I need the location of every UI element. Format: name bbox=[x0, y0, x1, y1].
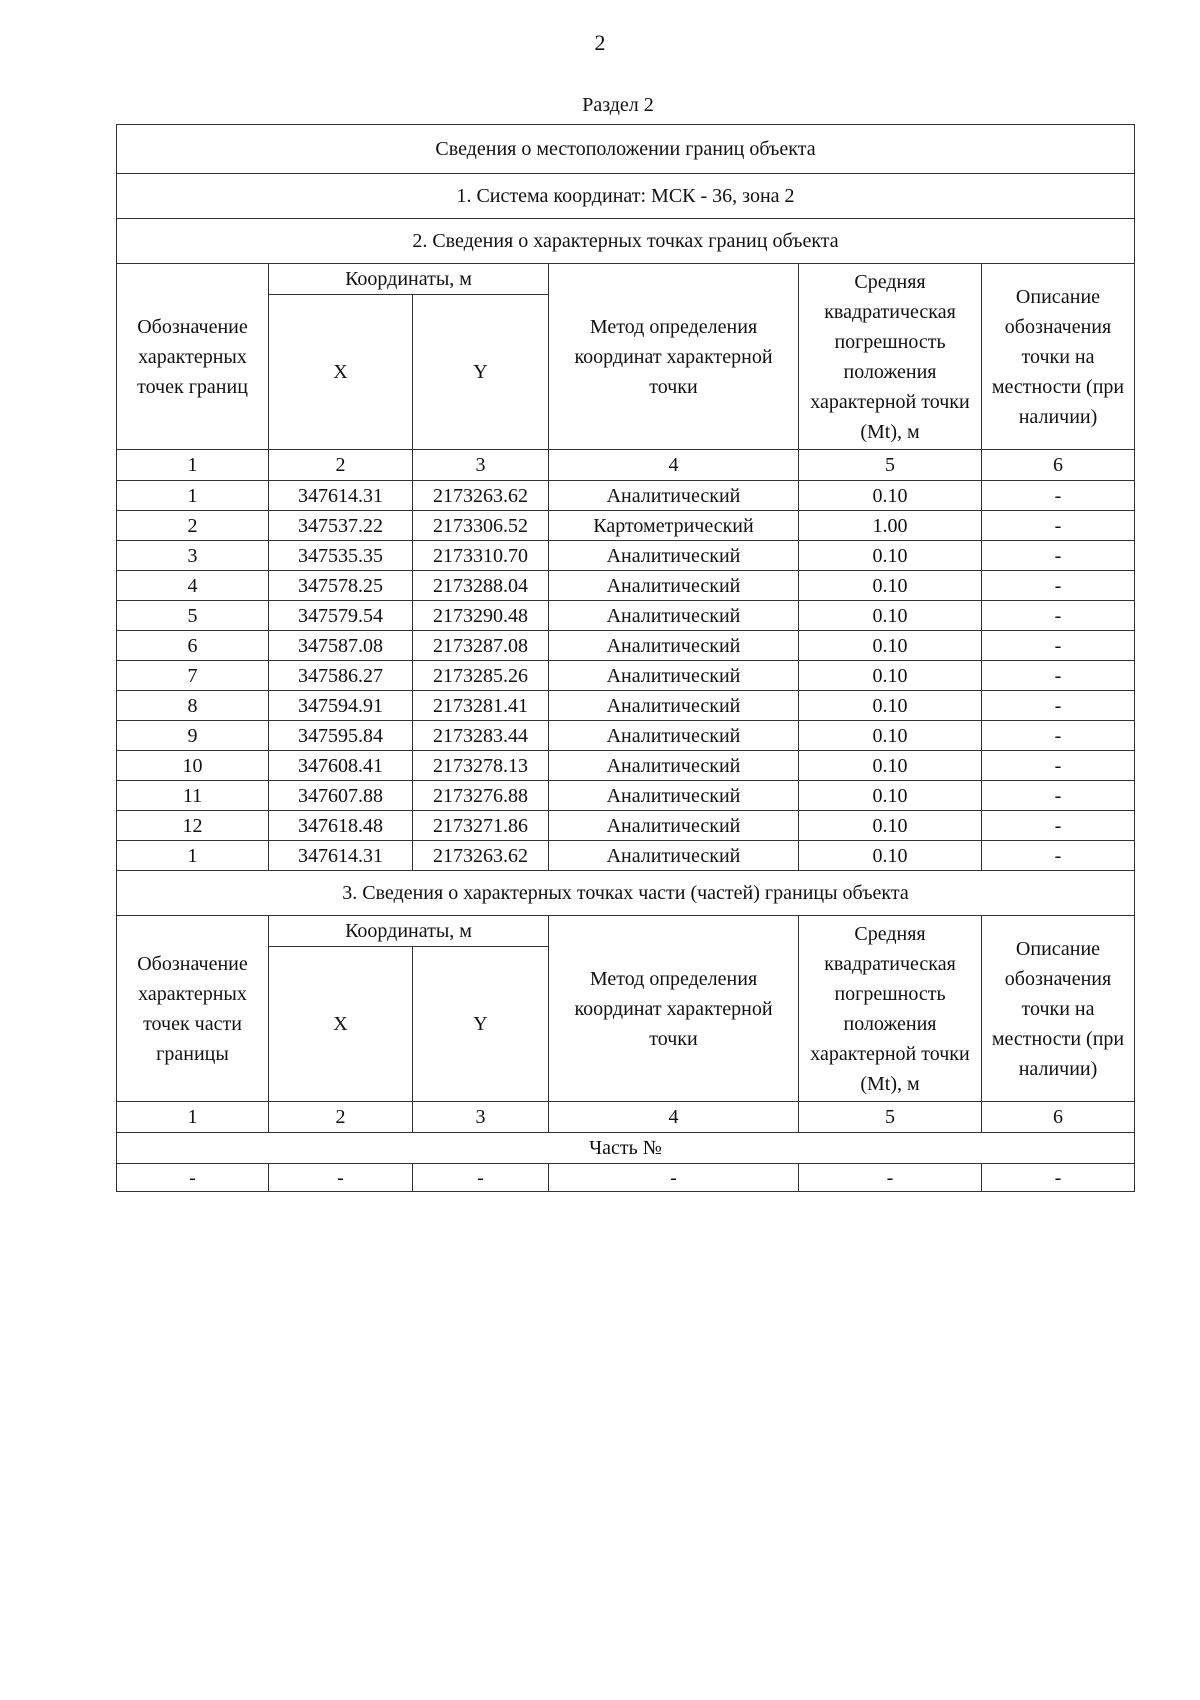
table-cell: 6 bbox=[117, 631, 269, 661]
table-cell: Аналитический bbox=[549, 631, 799, 661]
table-cell: 0.10 bbox=[799, 481, 982, 511]
table-cell: - bbox=[982, 751, 1135, 781]
table-cell: 0.10 bbox=[799, 781, 982, 811]
table-row bbox=[117, 751, 1135, 781]
table-cell: 347586.27 bbox=[269, 661, 413, 691]
table-cell: 2173263.62 bbox=[413, 841, 549, 871]
header-description: Описание обозначения точки на местности (при наличии) bbox=[982, 264, 1135, 450]
table-cell: 0.10 bbox=[799, 721, 982, 751]
table-cell: Аналитический bbox=[549, 721, 799, 751]
table-cell: 347595.84 bbox=[269, 721, 413, 751]
table-cell: Аналитический bbox=[549, 661, 799, 691]
table-cell: - bbox=[982, 541, 1135, 571]
table-cell: 2173278.13 bbox=[413, 751, 549, 781]
table-cell: Аналитический bbox=[549, 571, 799, 601]
table-row bbox=[117, 841, 1135, 871]
table-cell: - bbox=[269, 1164, 413, 1192]
header-x: X bbox=[269, 295, 413, 450]
table-cell: 7 bbox=[117, 661, 269, 691]
table-cell: - bbox=[982, 571, 1135, 601]
part-column-numbers-row bbox=[117, 1102, 1135, 1133]
part-header-point: Обозначение характерных точек части границы bbox=[117, 916, 269, 1102]
table-cell: - bbox=[549, 1164, 799, 1192]
table-cell: 2173310.70 bbox=[413, 541, 549, 571]
table-cell: Аналитический bbox=[549, 541, 799, 571]
header-coords: Координаты, м bbox=[269, 264, 549, 295]
table-cell: 1 bbox=[117, 841, 269, 871]
table-cell: 347578.25 bbox=[269, 571, 413, 601]
table-cell: Аналитический bbox=[549, 811, 799, 841]
column-number: 5 bbox=[799, 1102, 982, 1133]
table-cell: 2173276.88 bbox=[413, 781, 549, 811]
table-cell: 347618.48 bbox=[269, 811, 413, 841]
table-cell: Аналитический bbox=[549, 601, 799, 631]
table-cell: - bbox=[799, 1164, 982, 1192]
boundary-points-heading: 2. Сведения о характерных точках границ объекта bbox=[117, 219, 1135, 264]
part-header-method: Метод определения координат характерной точки bbox=[549, 916, 799, 1102]
table-cell: 347614.31 bbox=[269, 841, 413, 871]
table-cell: 2173288.04 bbox=[413, 571, 549, 601]
table-cell: 9 bbox=[117, 721, 269, 751]
table-row bbox=[117, 1164, 1135, 1192]
table-cell: - bbox=[117, 1164, 269, 1192]
table-cell: 347607.88 bbox=[269, 781, 413, 811]
table-cell: - bbox=[982, 661, 1135, 691]
header-method: Метод определения координат характерной точки bbox=[549, 264, 799, 450]
table-row bbox=[117, 631, 1135, 661]
table-row bbox=[117, 661, 1135, 691]
part-points-heading: 3. Сведения о характерных точках части (частей) границы объекта bbox=[117, 871, 1135, 916]
table-cell: 2173283.44 bbox=[413, 721, 549, 751]
part-header-x: X bbox=[269, 947, 413, 1102]
column-number: 6 bbox=[982, 1102, 1135, 1133]
table-cell: 2 bbox=[117, 511, 269, 541]
table-cell: Аналитический bbox=[549, 691, 799, 721]
table-cell: - bbox=[982, 1164, 1135, 1192]
table-cell: 347579.54 bbox=[269, 601, 413, 631]
table-cell: 347535.35 bbox=[269, 541, 413, 571]
table-cell: 10 bbox=[117, 751, 269, 781]
column-number: 4 bbox=[549, 450, 799, 481]
table-cell: 12 bbox=[117, 811, 269, 841]
page-number: 2 bbox=[594, 30, 606, 55]
table-cell: 2173263.62 bbox=[413, 481, 549, 511]
coord-system: 1. Система координат: МСК - 36, зона 2 bbox=[117, 174, 1135, 219]
table-row bbox=[117, 511, 1135, 541]
header-point: Обозначение характерных точек границ bbox=[117, 264, 269, 450]
part-label: Часть № bbox=[117, 1133, 1135, 1164]
table-cell: 5 bbox=[117, 601, 269, 631]
table-cell: 0.10 bbox=[799, 541, 982, 571]
table-cell: - bbox=[982, 601, 1135, 631]
column-numbers-row bbox=[117, 450, 1135, 481]
table-cell: 0.10 bbox=[799, 631, 982, 661]
table-cell: Аналитический bbox=[549, 751, 799, 781]
table-cell: 347608.41 bbox=[269, 751, 413, 781]
table-cell: 0.10 bbox=[799, 661, 982, 691]
table-cell: 347587.08 bbox=[269, 631, 413, 661]
table-cell: 2173271.86 bbox=[413, 811, 549, 841]
table-row bbox=[117, 691, 1135, 721]
table-row bbox=[117, 781, 1135, 811]
table-cell: - bbox=[982, 811, 1135, 841]
table-row bbox=[117, 601, 1135, 631]
table-cell: 8 bbox=[117, 691, 269, 721]
table-cell: 0.10 bbox=[799, 691, 982, 721]
table-cell: 3 bbox=[117, 541, 269, 571]
table-cell: Картометрический bbox=[549, 511, 799, 541]
column-number: 2 bbox=[269, 1102, 413, 1133]
table-cell: 2173287.08 bbox=[413, 631, 549, 661]
table-cell: 1.00 bbox=[799, 511, 982, 541]
table-cell: 347614.31 bbox=[269, 481, 413, 511]
part-rows bbox=[117, 1164, 1135, 1192]
header-error: Средняя квадратическая погрешность положения характерной точки (Mt), м bbox=[799, 264, 982, 450]
table-cell: 2173306.52 bbox=[413, 511, 549, 541]
table-cell: 2173285.26 bbox=[413, 661, 549, 691]
table-cell: 0.10 bbox=[799, 571, 982, 601]
table-row bbox=[117, 541, 1135, 571]
table-row bbox=[117, 721, 1135, 751]
column-number: 1 bbox=[117, 450, 269, 481]
table-cell: - bbox=[982, 631, 1135, 661]
table-cell: 2173290.48 bbox=[413, 601, 549, 631]
table-cell: - bbox=[982, 511, 1135, 541]
header-y: Y bbox=[413, 295, 549, 450]
table-cell: 347537.22 bbox=[269, 511, 413, 541]
table-cell: Аналитический bbox=[549, 781, 799, 811]
table-cell: 0.10 bbox=[799, 811, 982, 841]
table-cell: 4 bbox=[117, 571, 269, 601]
table-cell: 2173281.41 bbox=[413, 691, 549, 721]
table-cell: 0.10 bbox=[799, 841, 982, 871]
section-title: Раздел 2 bbox=[582, 94, 654, 116]
table-cell: - bbox=[982, 691, 1135, 721]
table-cell: 0.10 bbox=[799, 751, 982, 781]
table-row bbox=[117, 571, 1135, 601]
table-cell: - bbox=[982, 841, 1135, 871]
table-title: Сведения о местоположении границ объекта bbox=[117, 125, 1135, 174]
part-header-y: Y bbox=[413, 947, 549, 1102]
table-cell: 0.10 bbox=[799, 601, 982, 631]
part-header-error: Средняя квадратическая погрешность положения характерной точки (Mt), м bbox=[799, 916, 982, 1102]
boundary-table bbox=[116, 124, 1135, 1192]
boundary-rows bbox=[117, 481, 1135, 871]
table-cell: 347594.91 bbox=[269, 691, 413, 721]
table-row bbox=[117, 481, 1135, 511]
table-cell: Аналитический bbox=[549, 481, 799, 511]
part-header-coords: Координаты, м bbox=[269, 916, 549, 947]
column-number: 3 bbox=[413, 450, 549, 481]
column-number: 6 bbox=[982, 450, 1135, 481]
table-cell: - bbox=[982, 781, 1135, 811]
column-number: 3 bbox=[413, 1102, 549, 1133]
table-row bbox=[117, 811, 1135, 841]
column-number: 4 bbox=[549, 1102, 799, 1133]
table-cell: Аналитический bbox=[549, 841, 799, 871]
part-header-description: Описание обозначения точки на местности (при наличии) bbox=[982, 916, 1135, 1102]
column-number: 2 bbox=[269, 450, 413, 481]
table-cell: - bbox=[982, 721, 1135, 751]
table-cell: 11 bbox=[117, 781, 269, 811]
column-number: 5 bbox=[799, 450, 982, 481]
column-number: 1 bbox=[117, 1102, 269, 1133]
table-cell: - bbox=[413, 1164, 549, 1192]
table-cell: 1 bbox=[117, 481, 269, 511]
table-cell: - bbox=[982, 481, 1135, 511]
